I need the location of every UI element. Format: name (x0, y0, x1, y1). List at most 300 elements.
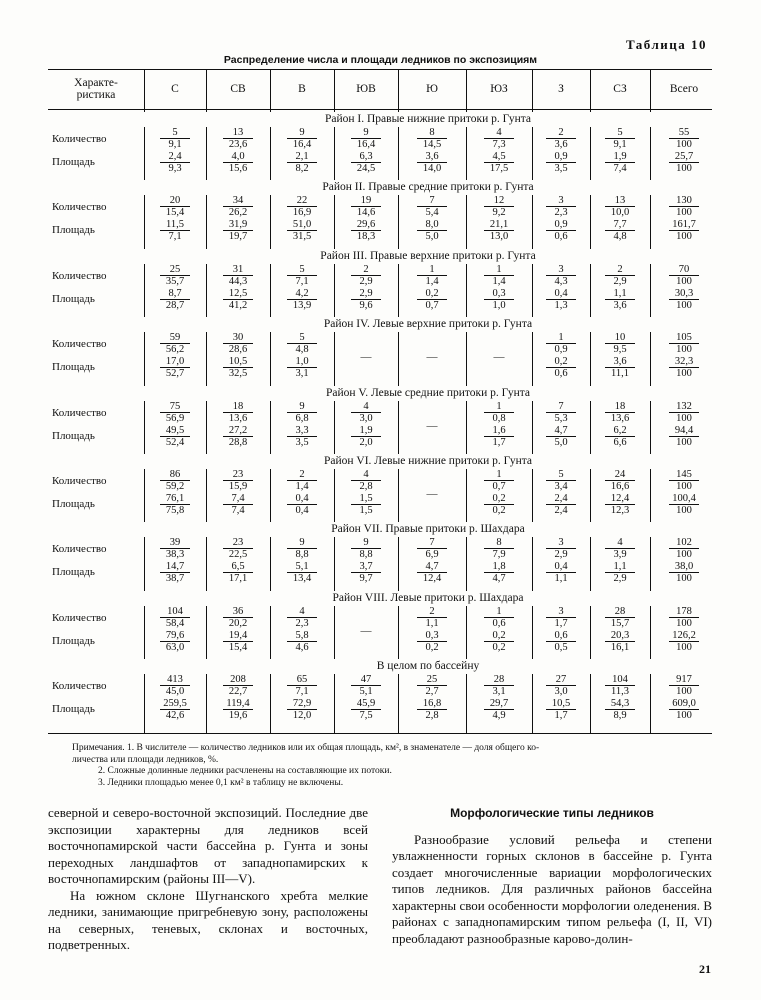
area-percent: 11,1 (611, 368, 629, 380)
row-label-area: Площадь (52, 361, 95, 374)
fraction-bar (417, 548, 447, 549)
fraction-bar (287, 436, 317, 437)
count-percent: 4,8 (295, 344, 309, 356)
count-percent: 22,5 (228, 549, 248, 561)
fraction-bar (160, 548, 190, 549)
count-value: 1 (558, 332, 564, 344)
count-percent: 3,4 (554, 481, 568, 492)
count-percent: 6,8 (295, 412, 309, 424)
table-cell (592, 264, 648, 316)
fraction-bar (160, 480, 190, 481)
count-percent: 26,2 (228, 207, 248, 219)
count-percent: 4,3 (554, 275, 568, 287)
area-value: 8,0 (425, 219, 439, 231)
fraction-bar (417, 206, 447, 207)
count-value: 65 (296, 674, 308, 686)
table-label: Таблица 10 (625, 37, 707, 52)
fraction-bar (669, 206, 699, 207)
fraction-bar (160, 367, 190, 368)
table-cell (656, 401, 712, 453)
table-cell (147, 674, 203, 726)
count-percent: 1,4 (425, 275, 439, 287)
table-cell (592, 127, 648, 179)
area-percent: 12,4 (422, 573, 442, 585)
count-percent: 100 (676, 139, 692, 150)
column-rule (334, 69, 335, 734)
area-percent: 4,8 (613, 231, 627, 243)
count-percent: 100 (676, 412, 692, 424)
count-percent: 11,3 (611, 686, 629, 698)
fraction-bar (669, 548, 699, 549)
column-header: Всего (669, 83, 699, 95)
fraction-bar (546, 275, 576, 276)
area-percent: 0,4 (295, 505, 309, 516)
fraction-bar (417, 275, 447, 276)
area-percent: 0,2 (492, 641, 506, 653)
fraction-bar (351, 275, 381, 276)
fraction-bar (417, 162, 447, 163)
fraction-bar (605, 709, 635, 710)
fraction-bar (546, 162, 576, 163)
table-cell (404, 401, 460, 453)
table-cell (533, 469, 589, 521)
count-percent: 0,7 (492, 481, 506, 492)
area-percent: 0,5 (554, 641, 568, 653)
fraction-bar (160, 230, 190, 231)
fraction-bar (605, 275, 635, 276)
count-percent: 1,7 (554, 617, 568, 629)
paragraph: На южном склоне Шугнанского хребта мелкие ледники, занимающие пригребневую зону, расположены на северных, теневых, склонах и восточных, подветренных. (48, 887, 368, 952)
row-label-area: Площадь (52, 566, 95, 579)
area-value: 0,2 (492, 629, 506, 641)
fraction-bar (546, 480, 576, 481)
count-percent: 10,0 (610, 207, 630, 219)
fraction-bar (160, 206, 190, 207)
area-value: 32,3 (674, 356, 694, 368)
area-value: 94,4 (674, 424, 694, 436)
area-percent: 7,5 (359, 710, 373, 722)
table-cell (274, 401, 330, 453)
fraction-bar (351, 685, 381, 686)
fraction-bar (223, 709, 253, 710)
area-value: 6,2 (613, 424, 627, 436)
fraction-bar (223, 412, 253, 413)
table-cell (656, 674, 712, 726)
count-percent: 15,4 (165, 207, 185, 219)
fraction-bar (223, 436, 253, 437)
count-value: 2 (617, 263, 623, 275)
fraction-bar (160, 138, 190, 139)
area-value: 119,4 (226, 698, 250, 710)
area-percent: 3,6 (613, 299, 627, 311)
area-percent: 13,4 (292, 573, 312, 585)
table-cell (592, 537, 648, 589)
table-cell (274, 537, 330, 589)
fraction-bar (546, 138, 576, 139)
area-value: 0,3 (425, 629, 439, 641)
count-percent: 16,4 (292, 139, 312, 150)
fraction-bar (669, 230, 699, 231)
table-cell (656, 469, 712, 521)
table-cell (533, 606, 589, 658)
area-percent: 6,6 (613, 436, 627, 448)
area-value: 51,0 (292, 219, 312, 231)
fraction-bar (287, 548, 317, 549)
count-value: 59 (169, 332, 181, 344)
count-value: 4 (299, 605, 305, 617)
fraction-bar (160, 299, 190, 300)
table-cell (338, 332, 394, 384)
note-line: 3. Ледники площадью менее 0,1 км² в таблицу не включены. (98, 777, 344, 788)
column-header: СВ (230, 83, 246, 95)
count-percent: 8,8 (359, 549, 373, 561)
area-percent: 0,2 (425, 641, 439, 653)
table-cell (471, 401, 527, 453)
count-percent: 5,3 (554, 412, 568, 424)
column-rule (144, 69, 145, 734)
count-percent: 3,1 (492, 686, 506, 698)
table-cell (592, 674, 648, 726)
count-percent: 2,9 (359, 275, 373, 287)
table-cell (592, 469, 648, 521)
area-percent: 42,6 (165, 710, 185, 722)
area-value: 0,2 (554, 356, 568, 368)
count-percent: 2,9 (554, 549, 568, 561)
row-label-count: Количество (52, 338, 107, 351)
count-percent: 3,6 (554, 139, 568, 150)
count-percent: 22,7 (228, 686, 248, 698)
table-cell (533, 127, 589, 179)
area-percent: 1,0 (492, 299, 506, 311)
area-value: 6,5 (231, 561, 245, 573)
area-percent: 100 (676, 641, 692, 653)
area-value: 609,0 (672, 698, 696, 710)
area-percent: 7,1 (168, 231, 182, 243)
area-value: 1,1 (613, 287, 627, 299)
column-rule (270, 69, 271, 734)
area-value: 2,1 (295, 151, 309, 162)
fraction-bar (605, 480, 635, 481)
table-cell (147, 127, 203, 179)
table-title: Распределение числа и площади ледников по экспозициям (223, 54, 538, 66)
count-value: 34 (232, 195, 244, 207)
count-percent: 5,4 (425, 207, 439, 219)
area-percent: 100 (676, 436, 692, 448)
fraction-bar (484, 138, 514, 139)
count-percent: 28,6 (228, 344, 248, 356)
fraction-bar (351, 572, 381, 573)
count-percent: 1,1 (425, 617, 439, 629)
area-value: 126,2 (672, 629, 696, 641)
area-value: 29,7 (489, 698, 509, 710)
fraction-bar (605, 617, 635, 618)
table-cell (338, 195, 394, 247)
column-rule (466, 69, 467, 734)
fraction-bar (669, 572, 699, 573)
fraction-bar (351, 412, 381, 413)
fraction-bar (223, 343, 253, 344)
fraction-bar (351, 436, 381, 437)
count-value: 208 (230, 674, 246, 686)
table-cell (404, 537, 460, 589)
fraction-bar (223, 299, 253, 300)
area-value: 72,9 (292, 698, 312, 710)
fraction-bar (669, 162, 699, 163)
fraction-bar (484, 685, 514, 686)
fraction-bar (223, 548, 253, 549)
note-line: 2. Сложные долинные ледники расчленены на составляющие их потоки. (98, 766, 392, 776)
fraction-bar (223, 617, 253, 618)
fraction-bar (546, 436, 576, 437)
row-label-area: Площадь (52, 292, 95, 305)
count-percent: 2,7 (425, 686, 439, 698)
count-percent: 9,2 (492, 207, 506, 219)
count-percent: 15,7 (610, 617, 630, 629)
count-percent: 2,3 (554, 207, 568, 219)
area-percent: 1,5 (359, 505, 373, 516)
area-value: 21,1 (489, 219, 509, 231)
table-cell (274, 264, 330, 316)
table-cell (274, 606, 330, 658)
area-percent: 13,0 (489, 231, 509, 243)
fraction-bar (223, 206, 253, 207)
fraction-bar (417, 685, 447, 686)
fraction-bar (287, 480, 317, 481)
row-label-count: Количество (52, 269, 107, 282)
fraction-bar (223, 162, 253, 163)
region-title: Район VII. Правые притоки р. Шахдара (144, 522, 712, 537)
table-cell (533, 332, 589, 384)
row-label-area: Площадь (52, 156, 95, 168)
table-cell (274, 195, 330, 247)
table-header-rule (48, 109, 712, 110)
column-header: В (298, 83, 306, 95)
area-value: 3,6 (613, 356, 627, 368)
fraction-bar (605, 504, 635, 505)
column-rule (590, 69, 591, 734)
row-label-area: Площадь (52, 429, 95, 442)
area-value: 2,4 (554, 493, 568, 504)
area-value: 12,5 (228, 287, 248, 299)
area-percent: 100 (676, 231, 692, 243)
table-cell (592, 332, 648, 384)
area-value: 14,7 (165, 561, 185, 573)
fraction-bar (669, 685, 699, 686)
fraction-bar (417, 617, 447, 618)
area-value: 54,3 (610, 698, 630, 710)
area-value: 4,5 (492, 151, 506, 162)
table-cell (404, 674, 460, 726)
count-value: 28 (493, 674, 505, 686)
count-percent: 100 (676, 617, 692, 629)
table-cell (592, 195, 648, 247)
count-percent: 44,3 (228, 275, 248, 287)
count-value: 132 (676, 400, 692, 412)
fraction-bar (223, 367, 253, 368)
table-cell (404, 332, 460, 384)
table-cell (404, 606, 460, 658)
area-value: 31,9 (228, 219, 248, 231)
region-title: Район II. Правые средние притоки р. Гунта (144, 180, 712, 195)
count-percent: 2,9 (613, 275, 627, 287)
table-cell (338, 401, 394, 453)
area-percent: 28,8 (228, 436, 248, 448)
fraction-bar (546, 299, 576, 300)
region-title: Район I. Правые нижние притоки р. Гунта (144, 112, 712, 127)
area-value: 161,7 (672, 219, 696, 231)
fraction-bar (287, 343, 317, 344)
count-percent: 16,6 (610, 481, 630, 492)
fraction-bar (223, 685, 253, 686)
area-value: 0,9 (554, 219, 568, 231)
region-title: Район V. Левые средние притоки р. Гунта (144, 386, 712, 401)
count-value: 3 (558, 537, 564, 549)
table-cell (338, 674, 394, 726)
fraction-bar (546, 685, 576, 686)
fraction-bar (417, 709, 447, 710)
area-value: 19,4 (228, 629, 248, 641)
area-value: 76,1 (165, 493, 185, 504)
count-value: 3 (558, 263, 564, 275)
count-percent: 15,9 (228, 481, 248, 492)
area-value: 0,4 (554, 287, 568, 299)
table-cell (471, 332, 527, 384)
count-value: 145 (676, 469, 692, 480)
table-cell (471, 537, 527, 589)
count-percent: 0,8 (492, 412, 506, 424)
count-percent: 35,7 (165, 275, 185, 287)
table-bottom-rule (48, 733, 712, 734)
area-value: 6,3 (359, 151, 373, 162)
count-percent: 3,9 (613, 549, 627, 561)
fraction-bar (287, 641, 317, 642)
table-cell (147, 332, 203, 384)
fraction-bar (160, 436, 190, 437)
fraction-bar (605, 641, 635, 642)
table-cell (533, 264, 589, 316)
fraction-bar (287, 617, 317, 618)
fraction-bar (484, 436, 514, 437)
fraction-bar (287, 412, 317, 413)
area-percent: 0,7 (425, 299, 439, 311)
fraction-bar (223, 275, 253, 276)
empty-cell-mark: — (493, 351, 505, 364)
area-value: 0,6 (554, 629, 568, 641)
table-cell (533, 674, 589, 726)
count-value: 18 (232, 400, 244, 412)
area-value: 8,7 (168, 287, 182, 299)
fraction-bar (160, 412, 190, 413)
fraction-bar (287, 138, 317, 139)
area-percent: 16,1 (610, 641, 630, 653)
area-value: 11,5 (166, 219, 184, 231)
region-title: Район VI. Левые нижние притоки р. Гунта (144, 454, 712, 469)
count-value: 5 (172, 127, 178, 138)
area-percent: 9,6 (359, 299, 373, 311)
table-cell (147, 537, 203, 589)
area-value: 7,4 (231, 493, 245, 504)
count-value: 7 (429, 195, 435, 207)
fraction-bar (605, 685, 635, 686)
area-percent: 18,3 (356, 231, 376, 243)
table-cell (338, 264, 394, 316)
count-value: 2 (429, 605, 435, 617)
area-percent: 100 (676, 299, 692, 311)
fraction-bar (669, 275, 699, 276)
area-value: 0,2 (425, 287, 439, 299)
fraction-bar (417, 641, 447, 642)
region-title: В целом по бассейну (144, 659, 712, 674)
count-percent: 2,3 (295, 617, 309, 629)
area-value: 3,6 (425, 151, 439, 162)
count-value: 3 (558, 195, 564, 207)
area-percent: 31,5 (292, 231, 312, 243)
area-value: 49,5 (165, 424, 185, 436)
count-value: 2 (558, 127, 564, 138)
count-value: 86 (169, 469, 181, 480)
fraction-bar (484, 572, 514, 573)
fraction-bar (160, 641, 190, 642)
count-percent: 56,9 (165, 412, 185, 424)
count-value: 13 (232, 127, 244, 138)
count-percent: 6,9 (425, 549, 439, 561)
fraction-bar (605, 138, 635, 139)
area-percent: 19,7 (228, 231, 248, 243)
count-value: 5 (299, 263, 305, 275)
area-percent: 75,8 (165, 505, 185, 516)
area-percent: 8,9 (613, 710, 627, 722)
count-value: 5 (299, 332, 305, 344)
row-label-area: Площадь (52, 634, 95, 647)
count-percent: 100 (676, 275, 692, 287)
fraction-bar (546, 504, 576, 505)
count-percent: 1,4 (492, 275, 506, 287)
count-value: 25 (169, 263, 181, 275)
area-percent: 19,6 (228, 710, 248, 722)
count-percent: 7,9 (492, 549, 506, 561)
fraction-bar (605, 299, 635, 300)
table-cell (471, 195, 527, 247)
table-cell (147, 606, 203, 658)
page-number: 21 (699, 962, 711, 976)
count-percent: 56,2 (165, 344, 185, 356)
area-percent: 17,1 (228, 573, 248, 585)
count-percent: 14,5 (422, 139, 442, 150)
area-value: 1,1 (613, 561, 627, 573)
fraction-bar (484, 709, 514, 710)
area-value: 0,4 (554, 561, 568, 573)
area-value: 30,3 (674, 287, 694, 299)
fraction-bar (160, 504, 190, 505)
fraction-bar (669, 504, 699, 505)
fraction-bar (605, 572, 635, 573)
fraction-bar (351, 504, 381, 505)
fraction-bar (287, 572, 317, 573)
row-label-count: Количество (52, 680, 107, 693)
area-percent: 5,0 (554, 436, 568, 448)
count-value: 4 (363, 400, 369, 412)
table-cell (210, 401, 266, 453)
area-percent: 8,2 (295, 163, 309, 174)
area-percent: 5,0 (425, 231, 439, 243)
count-value: 7 (558, 400, 564, 412)
area-value: 1,6 (492, 424, 506, 436)
count-percent: 7,1 (295, 686, 309, 698)
count-value: 36 (232, 605, 244, 617)
count-value: 1 (429, 263, 435, 275)
fraction-bar (223, 230, 253, 231)
fraction-bar (605, 367, 635, 368)
